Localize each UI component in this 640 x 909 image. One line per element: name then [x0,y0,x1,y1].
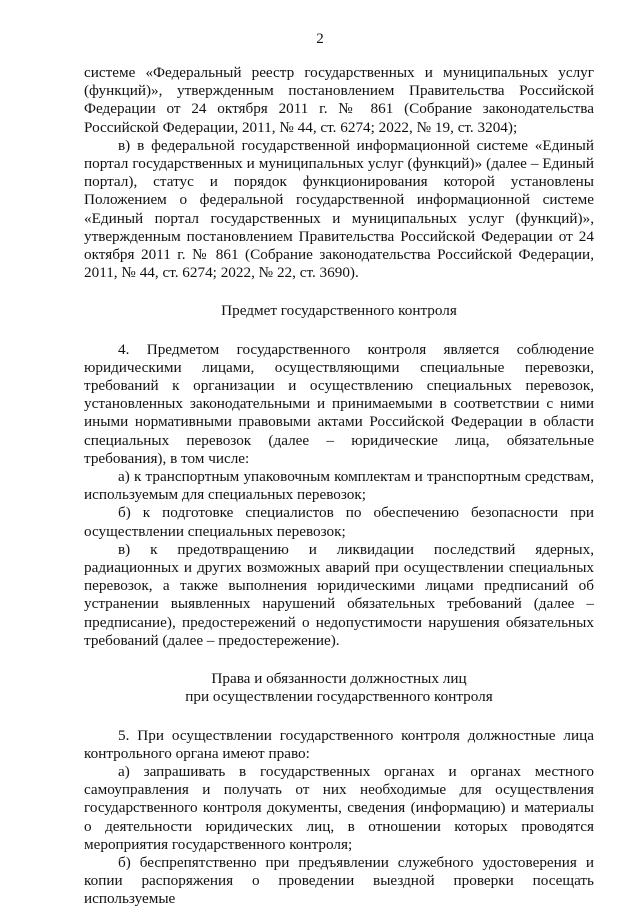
section-heading-rights-line1: Права и обязанности должностных лиц [211,670,467,688]
paragraph-5-a: а) запрашивать в государственных органах и органах местного самоуправления и получать от них необходимые для осуществления государственного контроля документы, сведения (информацию) и материалы о деятельности юридических лиц, в отношении которых проводятся мероприятия государственного контроля; [84,762,594,853]
paragraph-4-v: в) к предотвращению и ликвидации последствий ядерных, радиационных и других возможных аварий при осуществлении специальных перевозок, а также выполнения юридическими лицами предписаний об устранении выявленных нарушений обязательных требований (далее – предписание), предостережений о недопустимости нарушения обязательных требований (далее – предостережение). [84,540,594,649]
section-heading-rights-line2: при осуществлении государственного контроля [185,688,493,706]
paragraph-4-b: б) к подготовке специалистов по обеспечению безопасности при осуществлении специальных перевозок; [84,504,594,540]
paragraph-4-a: а) к транспортным упаковочным комплектам и транспортным средствам, используемым для специальных перевозок; [84,468,594,504]
paragraph-4: 4. Предметом государственного контроля является соблюдение юридическими лицами, осуществляющими специальные перевозки, требований к организации и осуществлению специальных перевозок, установленных законодательными и принимаемыми в соответствии с ними иными нормативными правовыми актами Российской Федерации в области специальных перевозок (далее – юридические лица, обязательные требования), в том числе: [84,340,594,467]
section-heading-subject: Предмет государственного контроля [221,302,457,320]
paragraph-5: 5. При осуществлении государственного контроля должностные лица контрольного органа имеют право: [84,726,594,762]
paragraph-continuation: системе «Федеральный реестр государственных и муниципальных услуг (функций)», утвержденным постановлением Правительства Российской Федерации от 24 октября 2011 г. № 861 (Собрание законодательства Российской Федерации, 2011, № 44, ст. 6274; 2022, № 19, ст. 3204); [84,64,594,136]
document-body [84,64,594,909]
page-number: 2 [316,31,324,47]
paragraph-5-b: б) беспрепятственно при предъявлении служебного удостоверения и копии распоряжения о проведении выездной проверки посещать используемые [84,853,594,908]
paragraph-item-v: в) в федеральной государственной информационной системе «Единый портал государственных и муниципальных услуг (функций)» (далее – Единый портал), статус и порядок функционирования которой установлены Положением о федеральной государственной информационной системе «Единый портал государственных и муниципальных услуг (функций)», утвержденным постановлением Правительства Российской Федерации от 24 октября 2011 г. № 861 (Собрание законодательства Российской Федерации, 2011, № 44, ст. 6274; 2022, № 22, ст. 3690). [84,136,594,282]
